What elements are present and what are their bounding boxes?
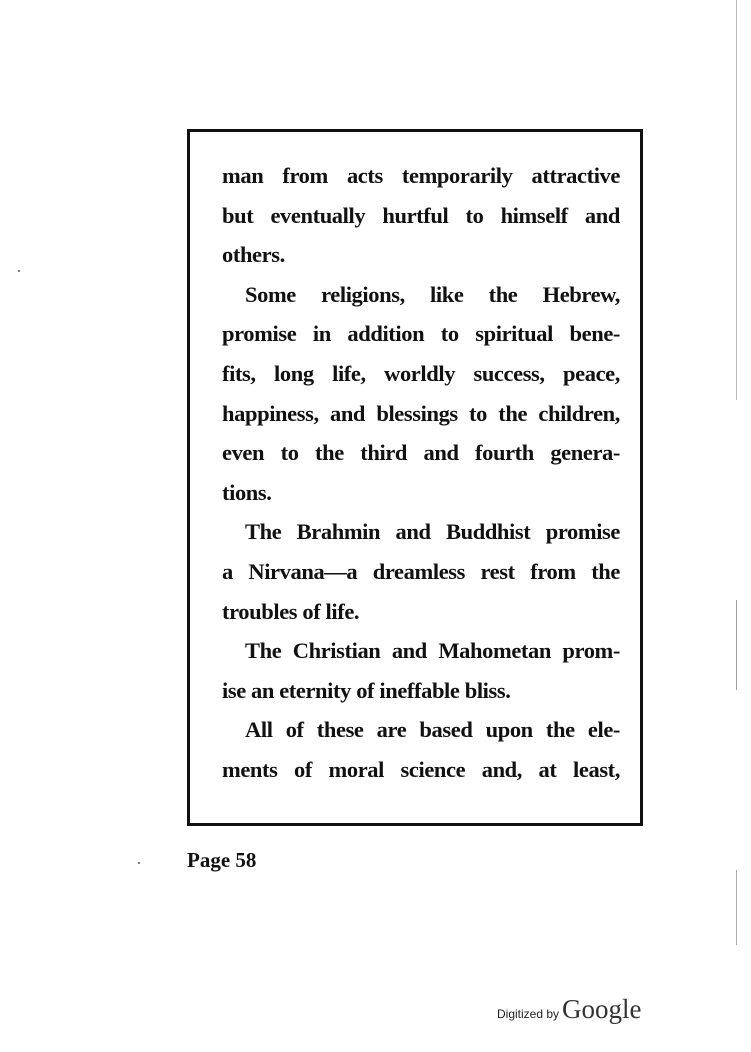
text-line: even to the third and fourth genera- xyxy=(222,440,620,466)
text-line: a Nirvana—a dreamless rest from the xyxy=(222,558,620,584)
text-line: The Christian and Mahometan prom- xyxy=(245,638,620,664)
text-line: happiness, and blessings to the children, xyxy=(222,400,620,426)
text-line: others. xyxy=(222,242,285,268)
digitized-by-google-watermark xyxy=(497,994,642,1025)
scan-speck xyxy=(18,270,20,272)
scan-edge-line xyxy=(736,870,737,945)
text-line: troubles of life. xyxy=(222,598,360,624)
watermark-prefix: Digitized by xyxy=(497,1007,560,1021)
google-logo: Google xyxy=(562,994,642,1024)
text-line: Some religions, like the Hebrew, xyxy=(245,281,620,307)
text-line: but eventually hurtful to himself and xyxy=(222,202,620,228)
text-line: fits, long life, worldly success, peace, xyxy=(222,360,620,386)
text-line: man from acts temporarily attractive xyxy=(222,163,620,188)
text-line: All of these are based upon the ele- xyxy=(245,717,620,743)
body-text xyxy=(222,156,620,790)
text-line: ments of moral science and, at least, xyxy=(222,756,620,782)
text-line: tions. xyxy=(222,479,272,505)
text-line: The Brahmin and Buddhist promise xyxy=(245,519,620,545)
scan-speck xyxy=(138,862,140,864)
text-line: ise an eternity of ineffable bliss. xyxy=(222,677,511,703)
text-line: promise in addition to spiritual bene- xyxy=(222,321,620,347)
scan-edge-line xyxy=(736,600,737,690)
page-number: Page 58 xyxy=(187,848,257,872)
scan-edge-line xyxy=(736,0,737,400)
